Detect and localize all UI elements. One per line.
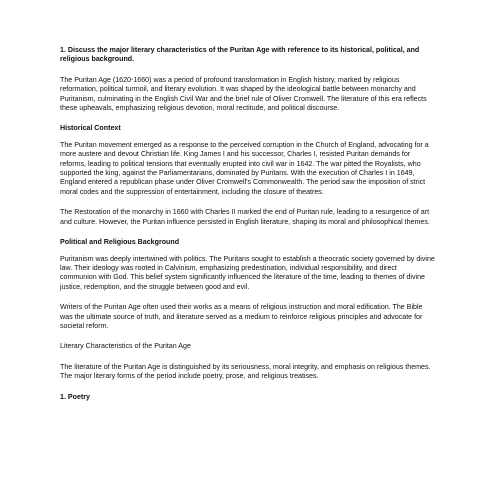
- question-heading: 1. Discuss the major literary characteristics of the Puritan Age with reference to its historical, political, and religious background.: [60, 46, 420, 64]
- political-religious-heading: Political and Religious Background: [60, 238, 180, 247]
- historical-paragraph-2: The Restoration of the monarchy in 1660 with Charles II marked the end of Puritan rule, leading to a resurgence of art and culture. However, the Puritan influence persisted in English literature, shaping its moral and philosophical themes.: [60, 208, 430, 226]
- political-paragraph-1: Puritanism was deeply intertwined with politics. The Puritans sought to establish a theocratic society governed by divine law. Their ideology was rooted in Calvinism, emphasizing predestination, individual responsibility, and direct communion with God. This belief system significantly influenced the literature of the time, leading to themes of divine justice, redemption, and the struggle between good and evil.: [60, 254, 435, 291]
- political-paragraph-2: Writers of the Puritan Age often used their works as a means of religious instruction and moral edification. The Bible was the ultimate source of truth, and literature served as a medium to reinforce religious principles and advocate for societal reform.: [60, 303, 423, 330]
- literary-paragraph-1: The literature of the Puritan Age is distinguished by its seriousness, moral integrity, and emphasis on religious themes. The major literary forms of the period include poetry, prose, and religious treatises.: [60, 362, 431, 381]
- literary-characteristics-heading: Literary Characteristics of the Puritan Age: [60, 342, 191, 351]
- historical-context-heading: Historical Context: [60, 124, 121, 133]
- historical-paragraph-1: The Puritan movement emerged as a response to the perceived corruption in the Church of England, advocating for a more austere and devout Christian life. King James I and his successor, Charles I, resisted Puritan demands for reforms, leading to political tensions that eventually erupted into civil war in 1642. The war pitted the Royalists, who supported the king, against the Parliamentarians, dominated by Puritans. With the execution of Charles I in 1649, England entered a republican phase under Oliver Cromwell's Commonwealth. The period saw the imposition of strict moral codes and the suppression of entertainment, including the closure of theatres.: [60, 140, 429, 196]
- intro-paragraph: The Puritan Age (1620-1660) was a period of profound transformation in English history, marked by religious reformation, political turmoil, and literary evolution. It was shaped by the ideological battle between monarchy and Puritanism, culminating in the English Civil War and the brief rule of Oliver Cromwell. The literature of this era reflects these upheavals, emphasizing religious devotion, moral rectitude, and political discourse.: [60, 75, 427, 113]
- poetry-heading: 1. Poetry: [60, 392, 90, 401]
